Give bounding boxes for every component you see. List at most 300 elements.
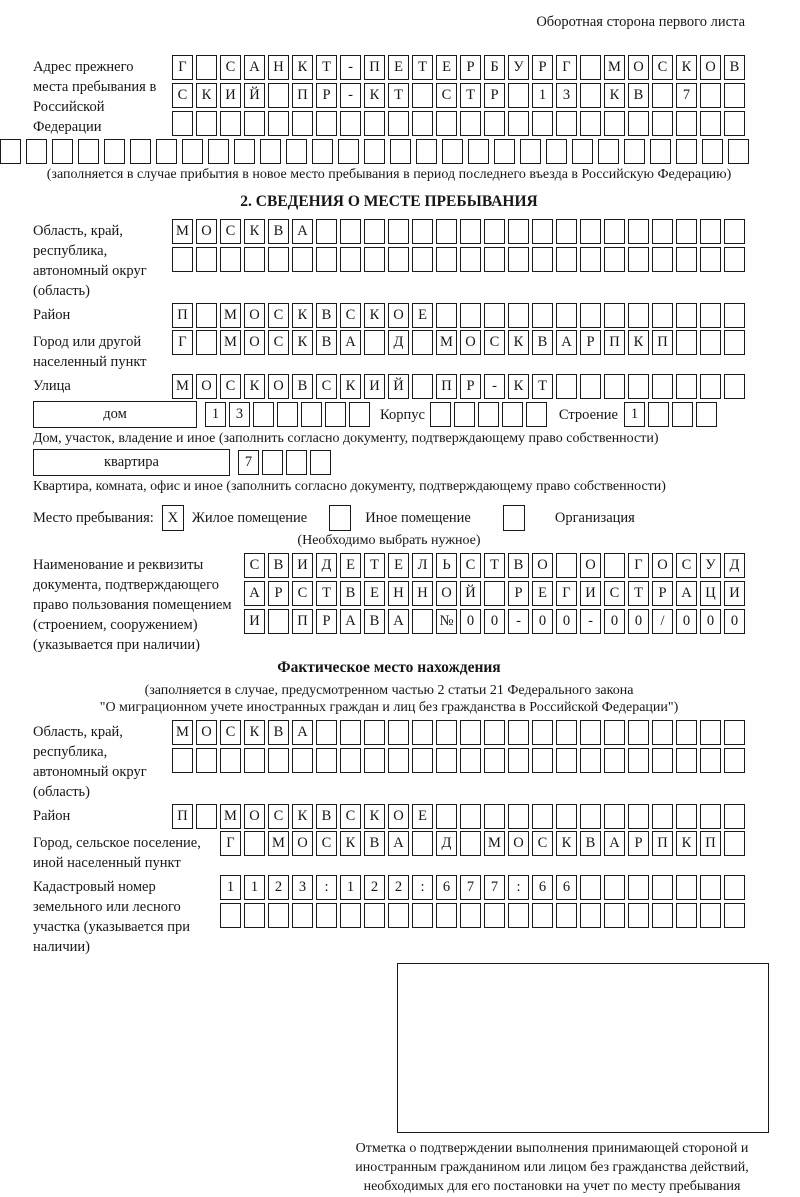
char-cell[interactable] — [460, 720, 481, 745]
char-cell[interactable]: О — [292, 831, 313, 856]
char-cell[interactable] — [580, 83, 601, 108]
char-cell[interactable] — [696, 402, 717, 427]
char-cell[interactable] — [556, 903, 577, 928]
char-cell[interactable] — [412, 903, 433, 928]
char-cell[interactable] — [78, 139, 99, 164]
char-cell[interactable] — [244, 831, 265, 856]
char-cell[interactable] — [502, 402, 523, 427]
char-cell[interactable]: П — [436, 374, 457, 399]
char-cell[interactable] — [260, 139, 281, 164]
char-cell[interactable]: С — [220, 55, 241, 80]
char-cell[interactable] — [580, 219, 601, 244]
char-cell[interactable] — [310, 450, 331, 475]
char-cell[interactable]: М — [484, 831, 505, 856]
char-cell[interactable] — [388, 720, 409, 745]
char-cell[interactable] — [436, 720, 457, 745]
char-cell[interactable] — [196, 303, 217, 328]
char-cell[interactable]: Д — [436, 831, 457, 856]
char-cell[interactable]: П — [172, 804, 193, 829]
char-cell[interactable]: : — [316, 875, 337, 900]
char-cell[interactable] — [676, 804, 697, 829]
char-cell[interactable]: О — [388, 804, 409, 829]
char-cell[interactable]: К — [364, 303, 385, 328]
char-cell[interactable]: К — [364, 83, 385, 108]
char-cell[interactable] — [484, 720, 505, 745]
char-cell[interactable] — [628, 303, 649, 328]
char-cell[interactable] — [196, 55, 217, 80]
char-cell[interactable]: 0 — [724, 609, 745, 634]
char-cell[interactable] — [364, 748, 385, 773]
char-cell[interactable]: 0 — [556, 609, 577, 634]
char-cell[interactable]: Т — [628, 581, 649, 606]
char-cell[interactable]: О — [436, 581, 457, 606]
char-cell[interactable] — [104, 139, 125, 164]
char-cell[interactable] — [604, 303, 625, 328]
char-cell[interactable]: 7 — [484, 875, 505, 900]
char-cell[interactable]: О — [532, 553, 553, 578]
char-cell[interactable] — [460, 247, 481, 272]
char-cell[interactable] — [652, 303, 673, 328]
char-cell[interactable]: - — [340, 83, 361, 108]
char-cell[interactable]: Й — [244, 83, 265, 108]
char-cell[interactable] — [156, 139, 177, 164]
char-cell[interactable]: Р — [316, 83, 337, 108]
char-cell[interactable] — [388, 219, 409, 244]
char-cell[interactable] — [672, 402, 693, 427]
char-cell[interactable]: О — [628, 55, 649, 80]
char-cell[interactable] — [364, 330, 385, 355]
char-cell[interactable] — [532, 303, 553, 328]
char-cell[interactable]: Г — [172, 55, 193, 80]
char-cell[interactable]: Е — [340, 553, 361, 578]
char-cell[interactable] — [520, 139, 541, 164]
char-cell[interactable]: Т — [364, 553, 385, 578]
char-cell[interactable] — [580, 748, 601, 773]
char-cell[interactable]: И — [220, 83, 241, 108]
char-cell[interactable] — [316, 903, 337, 928]
char-cell[interactable]: 6 — [436, 875, 457, 900]
char-cell[interactable]: 1 — [205, 402, 226, 427]
char-cell[interactable] — [494, 139, 515, 164]
char-cell[interactable] — [388, 247, 409, 272]
char-cell[interactable]: Е — [532, 581, 553, 606]
char-cell[interactable] — [234, 139, 255, 164]
char-cell[interactable] — [628, 374, 649, 399]
char-cell[interactable] — [468, 139, 489, 164]
char-cell[interactable] — [724, 303, 745, 328]
char-cell[interactable]: К — [556, 831, 577, 856]
char-cell[interactable]: Т — [484, 553, 505, 578]
char-cell[interactable]: Е — [412, 303, 433, 328]
char-cell[interactable] — [312, 139, 333, 164]
char-cell[interactable] — [196, 748, 217, 773]
char-cell[interactable]: 3 — [556, 83, 577, 108]
char-cell[interactable] — [338, 139, 359, 164]
char-cell[interactable] — [316, 247, 337, 272]
char-cell[interactable] — [412, 247, 433, 272]
char-cell[interactable]: А — [676, 581, 697, 606]
char-cell[interactable] — [316, 720, 337, 745]
char-cell[interactable]: С — [340, 804, 361, 829]
char-cell[interactable] — [676, 374, 697, 399]
char-cell[interactable] — [652, 875, 673, 900]
char-cell[interactable]: Е — [412, 804, 433, 829]
char-cell[interactable] — [340, 720, 361, 745]
char-cell[interactable] — [182, 139, 203, 164]
char-cell[interactable]: Т — [316, 581, 337, 606]
char-cell[interactable]: № — [436, 609, 457, 634]
char-cell[interactable] — [580, 875, 601, 900]
char-cell[interactable]: Д — [724, 553, 745, 578]
char-cell[interactable] — [700, 83, 721, 108]
char-cell[interactable]: С — [292, 581, 313, 606]
char-cell[interactable] — [220, 247, 241, 272]
char-cell[interactable] — [572, 139, 593, 164]
char-cell[interactable]: 0 — [676, 609, 697, 634]
char-cell[interactable] — [676, 219, 697, 244]
char-cell[interactable]: О — [268, 374, 289, 399]
char-cell[interactable]: К — [628, 330, 649, 355]
char-cell[interactable]: 0 — [460, 609, 481, 634]
char-cell[interactable] — [172, 247, 193, 272]
char-cell[interactable]: О — [244, 303, 265, 328]
char-cell[interactable]: С — [532, 831, 553, 856]
char-cell[interactable]: К — [340, 831, 361, 856]
char-cell[interactable] — [724, 83, 745, 108]
char-cell[interactable] — [628, 748, 649, 773]
char-cell[interactable] — [724, 720, 745, 745]
char-cell[interactable]: М — [172, 374, 193, 399]
char-cell[interactable]: Р — [508, 581, 529, 606]
char-cell[interactable]: В — [508, 553, 529, 578]
char-cell[interactable]: К — [196, 83, 217, 108]
char-cell[interactable] — [724, 804, 745, 829]
char-cell[interactable]: К — [604, 83, 625, 108]
char-cell[interactable]: Г — [556, 581, 577, 606]
char-cell[interactable]: С — [172, 83, 193, 108]
char-cell[interactable] — [268, 111, 289, 136]
char-cell[interactable] — [244, 247, 265, 272]
char-cell[interactable] — [172, 111, 193, 136]
char-cell[interactable] — [724, 330, 745, 355]
char-cell[interactable] — [416, 139, 437, 164]
char-cell[interactable] — [340, 219, 361, 244]
char-cell[interactable]: 0 — [532, 609, 553, 634]
char-cell[interactable] — [580, 720, 601, 745]
char-cell[interactable] — [532, 219, 553, 244]
char-cell[interactable]: В — [364, 831, 385, 856]
char-cell[interactable] — [728, 139, 749, 164]
char-cell[interactable] — [364, 111, 385, 136]
char-cell[interactable] — [604, 553, 625, 578]
char-cell[interactable] — [628, 247, 649, 272]
char-cell[interactable]: В — [316, 303, 337, 328]
char-cell[interactable]: 7 — [676, 83, 697, 108]
char-cell[interactable]: О — [460, 330, 481, 355]
char-cell[interactable] — [546, 139, 567, 164]
char-cell[interactable]: А — [244, 55, 265, 80]
char-cell[interactable] — [648, 402, 669, 427]
char-cell[interactable] — [316, 111, 337, 136]
char-cell[interactable] — [436, 303, 457, 328]
char-cell[interactable]: О — [652, 553, 673, 578]
char-cell[interactable] — [700, 903, 721, 928]
char-cell[interactable]: А — [388, 609, 409, 634]
char-cell[interactable] — [700, 875, 721, 900]
char-cell[interactable] — [484, 111, 505, 136]
char-cell[interactable] — [412, 748, 433, 773]
char-cell[interactable] — [580, 374, 601, 399]
char-cell[interactable] — [700, 804, 721, 829]
char-cell[interactable]: В — [292, 374, 313, 399]
char-cell[interactable] — [412, 330, 433, 355]
char-cell[interactable] — [724, 831, 745, 856]
char-cell[interactable] — [724, 875, 745, 900]
char-cell[interactable]: Р — [484, 83, 505, 108]
char-cell[interactable] — [628, 903, 649, 928]
char-cell[interactable] — [724, 374, 745, 399]
char-cell[interactable] — [196, 330, 217, 355]
char-cell[interactable]: Е — [436, 55, 457, 80]
char-cell[interactable]: К — [340, 374, 361, 399]
char-cell[interactable]: О — [196, 219, 217, 244]
char-cell[interactable]: 0 — [604, 609, 625, 634]
char-cell[interactable]: А — [340, 609, 361, 634]
char-cell[interactable]: К — [508, 330, 529, 355]
char-cell[interactable] — [700, 748, 721, 773]
char-cell[interactable] — [130, 139, 151, 164]
char-cell[interactable]: У — [700, 553, 721, 578]
char-cell[interactable]: С — [220, 219, 241, 244]
char-cell[interactable]: К — [292, 303, 313, 328]
char-cell[interactable] — [196, 804, 217, 829]
char-cell[interactable] — [436, 219, 457, 244]
char-cell[interactable] — [364, 247, 385, 272]
char-cell[interactable] — [556, 303, 577, 328]
char-cell[interactable]: П — [292, 83, 313, 108]
char-cell[interactable] — [220, 748, 241, 773]
char-cell[interactable] — [484, 903, 505, 928]
char-cell[interactable]: 0 — [700, 609, 721, 634]
char-cell[interactable] — [598, 139, 619, 164]
char-cell[interactable] — [460, 303, 481, 328]
char-cell[interactable]: В — [580, 831, 601, 856]
char-cell[interactable] — [556, 553, 577, 578]
char-cell[interactable] — [26, 139, 47, 164]
char-cell[interactable] — [532, 720, 553, 745]
char-cell[interactable] — [508, 748, 529, 773]
char-cell[interactable] — [478, 402, 499, 427]
char-cell[interactable]: В — [268, 219, 289, 244]
char-cell[interactable]: А — [556, 330, 577, 355]
char-cell[interactable]: - — [340, 55, 361, 80]
char-cell[interactable] — [724, 247, 745, 272]
char-cell[interactable]: А — [388, 831, 409, 856]
char-cell[interactable] — [460, 111, 481, 136]
char-cell[interactable] — [556, 247, 577, 272]
char-cell[interactable] — [580, 903, 601, 928]
char-cell[interactable] — [604, 720, 625, 745]
char-cell[interactable] — [484, 303, 505, 328]
char-cell[interactable] — [604, 903, 625, 928]
char-cell[interactable]: 1 — [532, 83, 553, 108]
char-cell[interactable] — [268, 748, 289, 773]
char-cell[interactable]: 7 — [460, 875, 481, 900]
char-cell[interactable]: С — [436, 83, 457, 108]
char-cell[interactable]: П — [700, 831, 721, 856]
char-cell[interactable] — [430, 402, 451, 427]
char-cell[interactable] — [652, 247, 673, 272]
char-cell[interactable] — [676, 903, 697, 928]
char-cell[interactable]: Е — [388, 553, 409, 578]
char-cell[interactable]: Р — [268, 581, 289, 606]
char-cell[interactable]: Т — [316, 55, 337, 80]
char-cell[interactable]: И — [292, 553, 313, 578]
char-cell[interactable] — [508, 219, 529, 244]
char-cell[interactable] — [724, 219, 745, 244]
char-cell[interactable]: П — [604, 330, 625, 355]
char-cell[interactable] — [700, 374, 721, 399]
char-cell[interactable] — [724, 903, 745, 928]
char-cell[interactable]: С — [316, 374, 337, 399]
char-cell[interactable]: О — [196, 720, 217, 745]
char-cell[interactable]: М — [436, 330, 457, 355]
char-cell[interactable]: Г — [628, 553, 649, 578]
char-cell[interactable] — [604, 111, 625, 136]
char-cell[interactable] — [364, 903, 385, 928]
char-cell[interactable]: 2 — [364, 875, 385, 900]
char-cell[interactable]: - — [484, 374, 505, 399]
char-cell[interactable]: О — [700, 55, 721, 80]
char-cell[interactable] — [349, 402, 370, 427]
char-cell[interactable] — [340, 247, 361, 272]
char-cell[interactable]: С — [340, 303, 361, 328]
char-cell[interactable] — [484, 581, 505, 606]
char-cell[interactable] — [268, 247, 289, 272]
char-cell[interactable] — [604, 219, 625, 244]
char-cell[interactable] — [412, 219, 433, 244]
char-cell[interactable]: 2 — [388, 875, 409, 900]
char-cell[interactable]: 0 — [484, 609, 505, 634]
char-cell[interactable]: О — [244, 330, 265, 355]
char-cell[interactable]: / — [652, 609, 673, 634]
char-cell[interactable] — [412, 83, 433, 108]
char-cell[interactable]: И — [244, 609, 265, 634]
char-cell[interactable]: В — [268, 553, 289, 578]
char-cell[interactable] — [364, 219, 385, 244]
char-cell[interactable]: : — [508, 875, 529, 900]
char-cell[interactable] — [268, 83, 289, 108]
char-cell[interactable] — [532, 804, 553, 829]
char-cell[interactable] — [292, 247, 313, 272]
char-cell[interactable]: П — [292, 609, 313, 634]
char-cell[interactable]: В — [532, 330, 553, 355]
char-cell[interactable] — [628, 219, 649, 244]
checkbox-organizatsiya[interactable] — [503, 505, 525, 531]
char-cell[interactable] — [724, 748, 745, 773]
char-cell[interactable]: О — [244, 804, 265, 829]
char-cell[interactable] — [244, 748, 265, 773]
char-cell[interactable]: С — [244, 553, 265, 578]
char-cell[interactable] — [412, 111, 433, 136]
char-cell[interactable] — [580, 804, 601, 829]
char-cell[interactable]: К — [508, 374, 529, 399]
char-cell[interactable] — [508, 111, 529, 136]
char-cell[interactable] — [436, 804, 457, 829]
char-cell[interactable] — [652, 219, 673, 244]
char-cell[interactable] — [484, 247, 505, 272]
char-cell[interactable] — [580, 247, 601, 272]
char-cell[interactable]: 1 — [624, 402, 645, 427]
char-cell[interactable]: 1 — [340, 875, 361, 900]
char-cell[interactable] — [676, 748, 697, 773]
char-cell[interactable]: В — [268, 720, 289, 745]
char-cell[interactable] — [412, 831, 433, 856]
char-cell[interactable]: И — [724, 581, 745, 606]
char-cell[interactable]: Б — [484, 55, 505, 80]
char-cell[interactable]: Д — [388, 330, 409, 355]
char-cell[interactable] — [196, 111, 217, 136]
char-cell[interactable]: О — [580, 553, 601, 578]
char-cell[interactable]: М — [268, 831, 289, 856]
char-cell[interactable]: Т — [460, 83, 481, 108]
char-cell[interactable]: Г — [220, 831, 241, 856]
char-cell[interactable] — [244, 111, 265, 136]
char-cell[interactable]: 1 — [220, 875, 241, 900]
char-cell[interactable]: Т — [388, 83, 409, 108]
char-cell[interactable]: К — [244, 374, 265, 399]
char-cell[interactable] — [244, 903, 265, 928]
char-cell[interactable]: Г — [556, 55, 577, 80]
char-cell[interactable] — [676, 330, 697, 355]
char-cell[interactable]: П — [652, 330, 673, 355]
char-cell[interactable]: А — [292, 720, 313, 745]
char-cell[interactable] — [652, 748, 673, 773]
char-cell[interactable]: М — [172, 720, 193, 745]
char-cell[interactable] — [580, 303, 601, 328]
char-cell[interactable] — [484, 748, 505, 773]
char-cell[interactable]: К — [292, 330, 313, 355]
char-cell[interactable] — [604, 875, 625, 900]
char-cell[interactable]: К — [292, 55, 313, 80]
char-cell[interactable] — [604, 748, 625, 773]
char-cell[interactable]: С — [316, 831, 337, 856]
char-cell[interactable] — [268, 609, 289, 634]
char-cell[interactable] — [484, 804, 505, 829]
char-cell[interactable]: У — [508, 55, 529, 80]
char-cell[interactable] — [556, 219, 577, 244]
char-cell[interactable] — [676, 303, 697, 328]
char-cell[interactable]: П — [364, 55, 385, 80]
char-cell[interactable] — [277, 402, 298, 427]
char-cell[interactable] — [286, 450, 307, 475]
char-cell[interactable]: Й — [388, 374, 409, 399]
char-cell[interactable]: 3 — [229, 402, 250, 427]
char-cell[interactable] — [292, 903, 313, 928]
char-cell[interactable] — [604, 374, 625, 399]
char-cell[interactable] — [676, 875, 697, 900]
char-cell[interactable] — [286, 139, 307, 164]
checkbox-zhiloe[interactable]: X — [162, 505, 184, 531]
char-cell[interactable] — [604, 247, 625, 272]
char-cell[interactable] — [580, 55, 601, 80]
char-cell[interactable] — [388, 903, 409, 928]
char-cell[interactable]: - — [580, 609, 601, 634]
char-cell[interactable] — [628, 875, 649, 900]
char-cell[interactable] — [301, 402, 322, 427]
char-cell[interactable]: Т — [412, 55, 433, 80]
char-cell[interactable]: 6 — [532, 875, 553, 900]
